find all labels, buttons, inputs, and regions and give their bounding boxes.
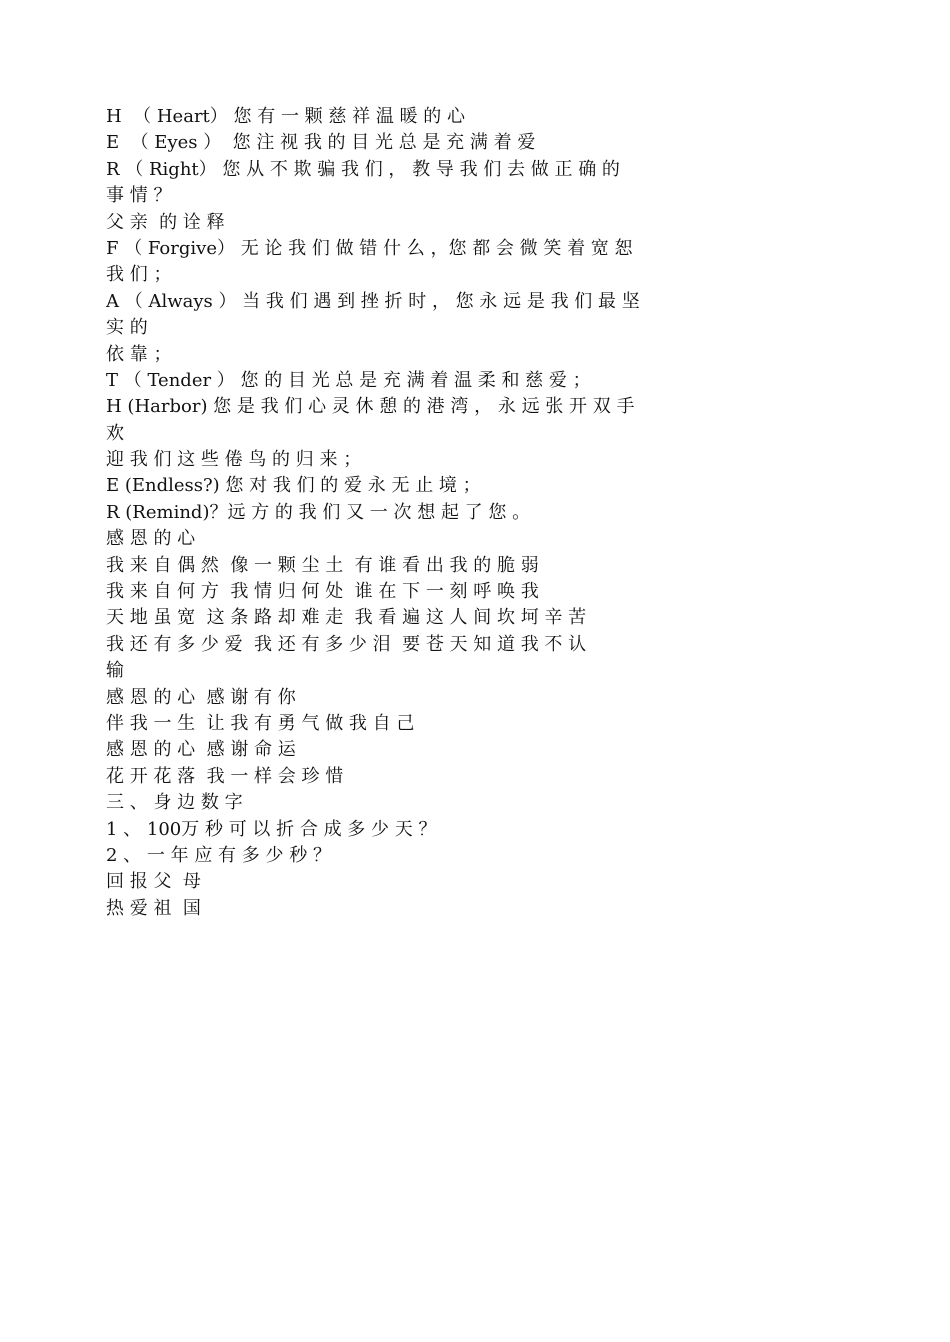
text-line: 父 亲 的 诠 释: [106, 211, 225, 233]
text-line: 感 恩 的 心: [106, 528, 196, 550]
text-line: A （ Always ） 当 我 们 遇 到 挫 折 时 ， 您 永 远 是 我 们 最 坚: [106, 290, 640, 312]
text-line: 热 爱 祖 国: [106, 897, 201, 919]
text-line: 欢: [106, 422, 124, 444]
text-line: 天 地 虽 宽 这 条 路 却 难 走 我 看 遍 这 人 间 坎 坷 辛 苦: [106, 607, 587, 629]
text-line: 我 来 自 何 方 我 情 归 何 处 谁 在 下 一 刻 呼 唤 我: [106, 581, 539, 603]
text-line: 依 靠 ；: [106, 343, 172, 365]
text-line: 输: [106, 660, 124, 682]
text-line: E (Endless?) 您 对 我 们 的 爱 永 无 止 境 ；: [106, 475, 481, 497]
text-line: 我 还 有 多 少 爱 我 还 有 多 少 泪 要 苍 天 知 道 我 不 认: [106, 633, 587, 655]
text-line: R (Remind)？远 方 的 我 们 又 一 次 想 起 了 您 。: [106, 501, 531, 523]
text-line: 2 、 一 年 应 有 多 少 秒 ？: [106, 844, 331, 866]
text-line: 花 开 花 落 我 一 样 会 珍 惜: [106, 765, 344, 787]
text-line: 实 的: [106, 317, 148, 339]
text-line: 1 、 100万 秒 可 以 折 合 成 多 少 天 ？: [106, 818, 437, 840]
text-line: 事 情 ？: [106, 185, 172, 207]
text-line: 三 、 身 边 数 字: [106, 792, 243, 814]
text-line: T （ Tender ） 您 的 目 光 总 是 充 满 着 温 柔 和 慈 爱 ；: [106, 369, 591, 391]
text-line: 我 们 ；: [106, 264, 172, 286]
text-line: 迎 我 们 这 些 倦 鸟 的 归 来 ；: [106, 449, 362, 471]
text-line: 感 恩 的 心 感 谢 有 你: [106, 686, 296, 708]
text-line: R （ Right） 您 从 不 欺 骗 我 们 ， 教 导 我 们 去 做 正 确 的: [106, 158, 620, 180]
text-line: F （ Forgive） 无 论 我 们 做 错 什 么 ，您 都 会 微 笑 着 宽 恕: [106, 237, 633, 259]
text-line: 伴 我 一 生 让 我 有 勇 气 做 我 自 己: [106, 712, 415, 734]
text-line: 回 报 父 母: [106, 871, 201, 893]
text-line: E （ Eyes ） 您 注 视 我 的 目 光 总 是 充 满 着 爱: [106, 132, 536, 154]
text-line: H (Harbor) 您 是 我 们 心 灵 休 憩 的 港 湾 ， 永 远 张 开 双 手: [106, 396, 635, 418]
document-body: [106, 104, 836, 922]
text-line: H （ Heart） 您 有 一 颗 慈 祥 温 暖 的 心: [106, 106, 465, 127]
text-line: 感 恩 的 心 感 谢 命 运: [106, 739, 296, 761]
text-line: 我 来 自 偶 然 像 一 颗 尘 土 有 谁 看 出 我 的 脆 弱: [106, 554, 539, 576]
